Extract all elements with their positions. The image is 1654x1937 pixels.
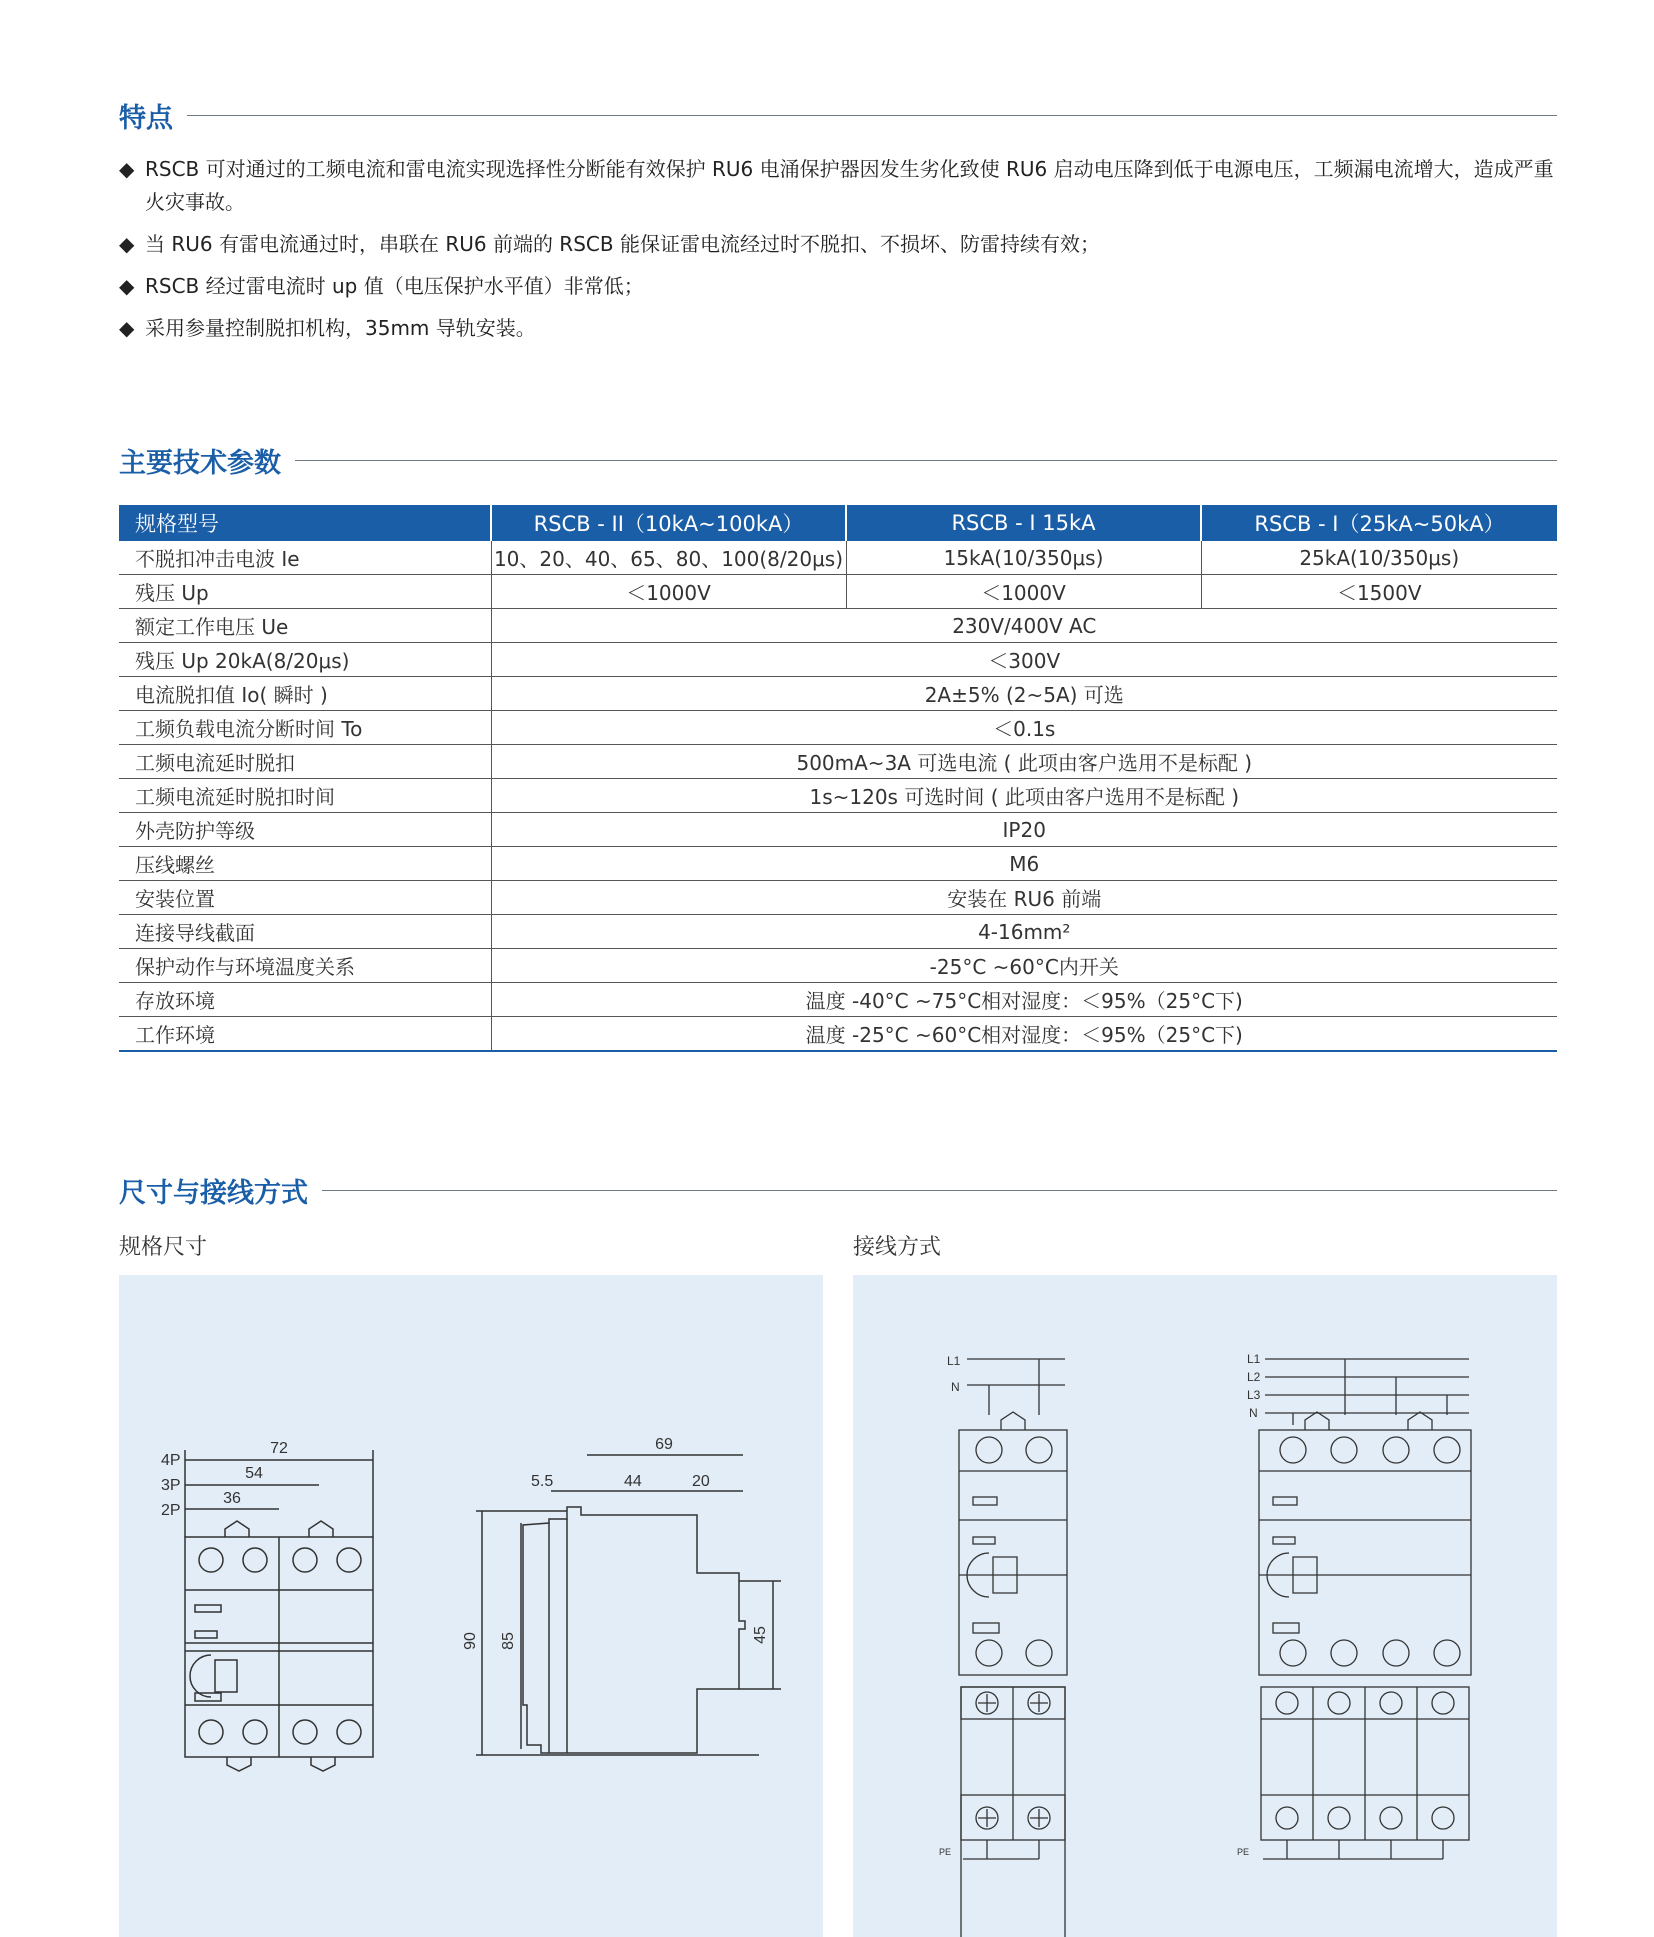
table-row — [119, 541, 1557, 575]
param-name: 残压 Up 20kA(8/20μs) — [119, 643, 491, 677]
param-value: -25°C ~60°C内开关 — [491, 949, 1557, 983]
header-cell: 规格型号 — [119, 505, 491, 541]
param-name: 电流脱扣值 Io( 瞬时 ) — [119, 677, 491, 711]
param-value: 温度 -25°C ~60°C相对湿度：＜95%（25°C下) — [491, 1017, 1557, 1052]
param-value: ＜1000V — [491, 575, 846, 609]
param-name: 工频电流延时脱扣时间 — [119, 779, 491, 813]
table-row — [119, 643, 1557, 677]
param-name: 额定工作电压 Ue — [119, 609, 491, 643]
heading-rule — [295, 460, 1557, 461]
wiring-diagram-panel — [853, 1275, 1557, 1937]
param-name: 安装位置 — [119, 881, 491, 915]
param-name: 外壳防护等级 — [119, 813, 491, 847]
header-cell: RSCB - I 15kA — [846, 505, 1201, 541]
table-row — [119, 609, 1557, 643]
table-row — [119, 847, 1557, 881]
wire-n-label: N — [1249, 1406, 1258, 1420]
param-value: 温度 -40°C ~75°C相对湿度：＜95%（25°C下) — [491, 983, 1557, 1017]
dimensions-label: 规格尺寸 — [119, 1235, 208, 1260]
pole-4p: 4P — [161, 1452, 181, 1469]
param-value: 2A±5% (2~5A) 可选 — [491, 677, 1557, 711]
dims-heading — [119, 1171, 1557, 1210]
param-value: 安装在 RU6 前端 — [491, 881, 1557, 915]
table-row — [119, 813, 1557, 847]
wiring-label: 接线方式 — [853, 1235, 942, 1260]
heading-rule — [187, 115, 1557, 116]
dim-45: 45 — [752, 1626, 769, 1644]
dim-36: 36 — [223, 1490, 241, 1507]
param-value: M6 — [491, 847, 1557, 881]
param-name: 压线螺丝 — [119, 847, 491, 881]
param-value: ＜1000V — [846, 575, 1201, 609]
table-row — [119, 915, 1557, 949]
dim-5-5: 5.5 — [531, 1473, 554, 1490]
param-name: 工作环境 — [119, 1017, 491, 1052]
dim-72: 72 — [270, 1440, 288, 1457]
param-value: ＜1500V — [1201, 575, 1557, 609]
feature-item: ◆ RSCB 经过雷电流时 up 值（电压保护水平值）非常低； — [119, 270, 1559, 303]
param-value: 10、20、40、65、80、100(8/20μs) — [491, 541, 846, 575]
front-view — [185, 1450, 373, 1771]
wire-l2-label: L2 — [1247, 1370, 1261, 1384]
table-row — [119, 779, 1557, 813]
table-row — [119, 745, 1557, 779]
diamond-bullet-icon: ◆ — [119, 232, 135, 256]
wire-l1-label: L1 — [1247, 1352, 1261, 1366]
feature-item: ◆ RSCB 可对通过的工频电流和雷电流实现选择性分断能有效保护 RU6 电涌保护器因发生劣化致使 RU6 启动电压降到低于电源电压，工频漏电流增大，造成严重火灾事故。 — [119, 153, 1559, 219]
wire-n-label: N — [951, 1380, 960, 1394]
dim-54: 54 — [245, 1465, 263, 1482]
pole-3p: 3P — [161, 1477, 181, 1494]
wire-pe-label: PE — [1237, 1847, 1250, 1857]
three-phase-wiring — [1259, 1359, 1471, 1859]
param-value: IP20 — [491, 813, 1557, 847]
param-value: 4-16mm² — [491, 915, 1557, 949]
table-row — [119, 677, 1557, 711]
single-phase-wiring — [959, 1359, 1067, 1937]
table-row — [119, 881, 1557, 915]
param-value: 1s~120s 可选时间 ( 此项由客户选用不是标配 ) — [491, 779, 1557, 813]
specs-heading — [119, 441, 1557, 480]
side-view — [476, 1455, 781, 1755]
dim-44: 44 — [624, 1473, 642, 1490]
param-name: 不脱扣冲击电波 Ie — [119, 541, 491, 575]
diamond-bullet-icon: ◆ — [119, 274, 135, 298]
param-value: ＜0.1s — [491, 711, 1557, 745]
table-row — [119, 575, 1557, 609]
feature-item: ◆ 当 RU6 有雷电流通过时，串联在 RU6 前端的 RSCB 能保证雷电流经过时不脱扣、不损坏、防雷持续有效； — [119, 228, 1559, 261]
param-value: ＜300V — [491, 643, 1557, 677]
dim-69: 69 — [655, 1436, 673, 1453]
features-heading-text: 特点 — [119, 103, 173, 134]
feature-item: ◆ 采用参量控制脱扣机构，35mm 导轨安装。 — [119, 312, 1559, 345]
param-name: 工频电流延时脱扣 — [119, 745, 491, 779]
heading-rule — [322, 1190, 1557, 1191]
dims-heading-text: 尺寸与接线方式 — [119, 1178, 308, 1209]
dim-90: 90 — [462, 1632, 479, 1650]
param-value: 500mA~3A 可选电流 ( 此项由客户选用不是标配 ) — [491, 745, 1557, 779]
wire-l3-label: L3 — [1247, 1388, 1261, 1402]
param-name: 连接导线截面 — [119, 915, 491, 949]
diamond-bullet-icon: ◆ — [119, 316, 135, 340]
wire-pe-label: PE — [939, 1847, 952, 1857]
wire-l1-label: L1 — [947, 1354, 961, 1368]
dim-20: 20 — [692, 1473, 710, 1490]
specs-heading-text: 主要技术参数 — [119, 448, 281, 479]
header-cell: RSCB - I（25kA~50kA） — [1201, 505, 1557, 541]
table-row — [119, 949, 1557, 983]
param-value: 230V/400V AC — [491, 609, 1557, 643]
param-name: 残压 Up — [119, 575, 491, 609]
table-row — [119, 711, 1557, 745]
table-row — [119, 1017, 1557, 1052]
spec-table — [119, 505, 1557, 1052]
param-value: 25kA(10/350μs) — [1201, 541, 1557, 575]
feature-list — [119, 153, 1559, 354]
param-name: 存放环境 — [119, 983, 491, 1017]
dimension-drawing — [119, 1275, 823, 1937]
wiring-diagram — [853, 1275, 1557, 1937]
table-row — [119, 983, 1557, 1017]
param-name: 工频负载电流分断时间 To — [119, 711, 491, 745]
dimension-drawing-panel — [119, 1275, 823, 1937]
features-heading — [119, 96, 1557, 135]
table-header-row — [119, 505, 1557, 541]
header-cell: RSCB - II（10kA~100kA） — [491, 505, 846, 541]
dim-85: 85 — [500, 1632, 517, 1650]
param-name: 保护动作与环境温度关系 — [119, 949, 491, 983]
diamond-bullet-icon: ◆ — [119, 157, 135, 181]
param-value: 15kA(10/350μs) — [846, 541, 1201, 575]
pole-2p: 2P — [161, 1502, 181, 1519]
